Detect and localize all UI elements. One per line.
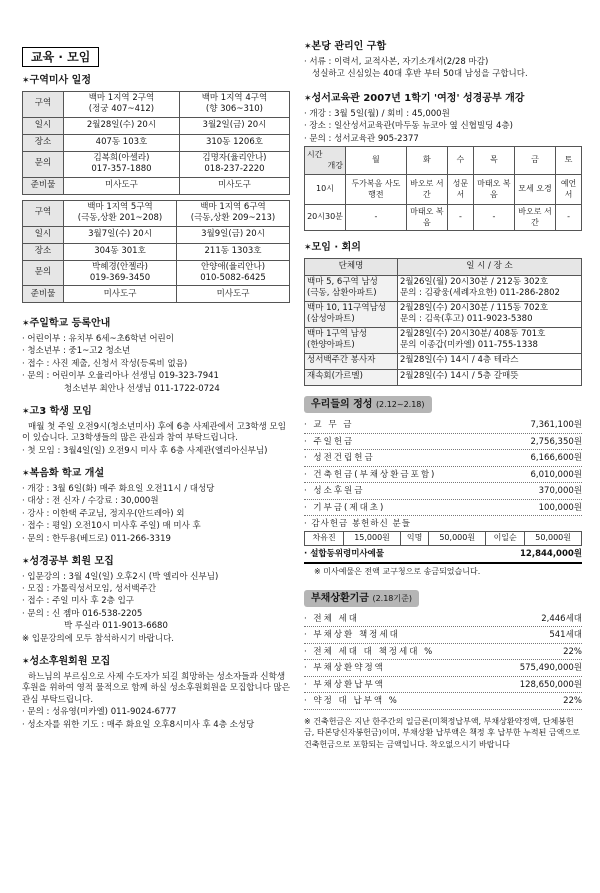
cell: 3월7일(수) 20시 [64, 226, 177, 243]
cell: 두가복음 사도행전 [346, 175, 407, 205]
sunday-heading: ✶ 주일학교 등록안내 [22, 317, 290, 331]
offering-title: 우리들의 정성 (2.12~2.18) [304, 396, 432, 414]
cell: 20시30분 [305, 205, 346, 231]
text-line: · 문의 : 한두용(베드로) 011-266-3319 [22, 533, 171, 544]
cell: - [556, 205, 582, 231]
text-line: · 모집 : 가톨릭성서모임, 성서백주간 [22, 584, 157, 594]
text-line: · 어린이부 : 유치부 6세~초6학년 어린이 [22, 333, 174, 344]
mass-table-1 [22, 91, 290, 195]
text-line: · 강사 : 이한택 주교님, 정지우(안드레아) 외 [22, 508, 185, 519]
bible-heading: ✶ 성경공부 회원 모집 [22, 555, 290, 569]
text-line: · 문의 : 신 젬마 016-538-2205 [22, 608, 143, 619]
cell: 단체명 [305, 258, 398, 275]
study-schedule-table [304, 146, 582, 231]
debt-title: 부채상환기금 (2.18기준) [304, 590, 419, 608]
cell: 3월2일(금) 20시 [179, 117, 289, 134]
right-column [304, 0, 582, 751]
cell: - [473, 205, 514, 231]
cell: 월 [346, 147, 407, 175]
cell: 50,000원 [429, 532, 486, 546]
debt-row: · 전체 세대 2,446세대 [304, 614, 582, 627]
cell: 목 [473, 147, 514, 175]
debt-note: ※ 건축헌금은 지난 한주간의 일금론(미책정납부액, 부채상환약정액, 단체봉헌금, 타본당신자봉헌금)이며, 부채상환 납부액은 책정 후 납부한 누적된 금액으로 건축헌금으로 포함되는 금액입니다. 착오없으시기 바랍니다 [304, 716, 580, 749]
cell: 3월9일(금) 20시 [177, 226, 290, 243]
cell: 준비물 [23, 177, 64, 194]
cell: 310동 1206호 [179, 134, 289, 151]
cell: 마태오 복음 [473, 175, 514, 205]
debt-row: · 부채상환약정액 575,490,000원 [304, 663, 582, 676]
mass-table-2 [22, 200, 290, 304]
cell: 2월28일(수) 20시 [64, 117, 180, 134]
text-line: 청소년부 최안나 선생님 011-1722-0724 [64, 383, 220, 394]
cell: 304동 301호 [64, 243, 177, 260]
text-line: · 개강 : 3월 6일(화) 매주 화요일 오전11시 / 대성당 [22, 483, 215, 494]
text-line: ※ 입문강의에 모두 참석하시기 바랍니다. [22, 633, 175, 644]
offering-row: · 교 무 금 7,361,100원 [304, 420, 582, 433]
cell: 미사도구 [64, 177, 180, 194]
left-column [22, 0, 290, 732]
offering-row-total: · 설합동위령미사예물 12,844,000원 [304, 549, 582, 563]
cell: 안양애(율리안나) 010-5082-6425 [177, 260, 290, 286]
text-line: · 문의 : 성서교육관 905-2377 [304, 133, 419, 144]
text-line: · 서류 : 이력서, 교적사본, 자기소개서(2/28 마감) [304, 56, 489, 67]
text-line: · 접수 : 평일) 오전10시 미사후 주일) 매 미사 후 [22, 521, 201, 532]
cell: 성문서 [447, 175, 473, 205]
text-line: 성실하고 신심있는 40대 후반 부터 50대 남성을 구합니다. [312, 68, 528, 79]
cell: - [346, 205, 407, 231]
debt-row: · 부채상환납부액 128,650,000원 [304, 680, 582, 693]
paragraph: 매월 첫 주일 오전9시(청소년미사) 후에 6층 사제관에서 고3학생 모임이 있습니다. 고3학생들의 많은 관심과 참여 부탁드립니다. [22, 421, 286, 444]
cell: 바오로 서간 [514, 205, 555, 231]
text-line: · 장소 : 일산성서교육관(마두동 뉴코아 옆 신협빌딩 4층) [304, 121, 513, 132]
cell: 금 [514, 147, 555, 175]
cell: 구역 [23, 91, 64, 117]
study-heading: ✶ 성서교육관 2007년 1학기 '여정' 성경공부 개강 [304, 92, 582, 106]
meeting-table [304, 258, 582, 386]
offering-row: · 성전건립헌금 6,166,600원 [304, 453, 582, 466]
offering-row: · 기부금(제대초) 100,000원 [304, 503, 582, 516]
vocation-heading: ✶ 성소후원회원 모집 [22, 655, 290, 669]
cell: 김복희(아셀라) 017-357-1880 [64, 151, 180, 177]
cell: 바오로 서간 [406, 175, 447, 205]
debt-row: · 부채상환 책정세대 541세대 [304, 630, 582, 643]
offering-row: · 건축헌금(부채상환금포함) 6,010,000원 [304, 470, 582, 483]
offering-note: ※ 미사예물은 전액 교구청으로 송금되었습니다. [314, 566, 481, 576]
cell: 토 [556, 147, 582, 175]
meeting-heading: ✶ 모임 · 회의 [304, 241, 582, 255]
cell: 10시 [305, 175, 346, 205]
cell: 성서백주간 봉사자 [305, 353, 398, 369]
cell: 일 시 / 장 소 [398, 258, 582, 275]
cell: 모세 오경 [514, 175, 555, 205]
cell: 문의 [23, 151, 64, 177]
offering-row: · 성소후원금 370,000원 [304, 486, 582, 499]
cell: 2월26일(월) 20시30분 / 212동 302호 문의 : 김광웅(세례자요한) 011-286-2802 [398, 275, 582, 301]
offering-row: · 주일헌금 2,756,350원 [304, 437, 582, 450]
debt-row: · 약정 대 납부액 % 22% [304, 696, 582, 709]
cell: 15,000원 [344, 532, 401, 546]
text-line: · 문의 : 어린이부 오율리아나 선생님 019-323-7941 [22, 371, 219, 382]
cell: 재속회(가르멜) [305, 369, 398, 385]
cell: 준비물 [23, 286, 64, 303]
cell: 일시 [23, 226, 64, 243]
text-line: · 감사헌금 봉헌하신 분들 [304, 518, 411, 529]
paragraph: 하느님의 부르심으로 사제 수도자가 되길 희망하는 성소자들과 신학생 후원을 위하여 영적 물적으로 함께 하실 성소후원회원을 모집합니다 많은 관심 부탁드립니다. [22, 671, 290, 705]
section-title: 교육 · 모임 [22, 47, 99, 67]
cell: 백마 1지역 4구역 (향 306~310) [179, 91, 289, 117]
gospel-heading: ✶ 복음화 학교 개설 [22, 467, 290, 481]
cell: 2월28일(수) 14시 / 4층 테라스 [398, 353, 582, 369]
cell: 407동 103호 [64, 134, 180, 151]
cell: 2월28일(수) 20시30분/ 408동 701호 문의 이종갑(미카엘) 011-755-1338 [398, 327, 582, 353]
cell: 50,000원 [525, 532, 582, 546]
cell: 시간 개강 [305, 147, 346, 175]
cell: 백마 1지역 2구역 (정궁 407~412) [64, 91, 180, 117]
cell: 백마 1구역 남성 (한양아파트) [305, 327, 398, 353]
text-line: · 접수 : 주일 미사 후 2층 입구 [22, 596, 134, 607]
text-line: · 청소년부 : 중1~고2 청소년 [22, 346, 131, 357]
cell: 백마 5, 6구역 남성 (극동, 삼환아파트) [305, 275, 398, 301]
cell: 익명 [400, 532, 428, 546]
cell: 미사도구 [179, 177, 289, 194]
thanks-table [304, 531, 582, 546]
cell: 미사도구 [177, 286, 290, 303]
cell: 2월28일(수) 14시 / 5층 갈매뜻 [398, 369, 582, 385]
text-line: · 첫 모임 : 3월4일(일) 오전9시 미사 후 6층 사제관(엘리아신부님) [22, 445, 268, 456]
cell: 수 [447, 147, 473, 175]
cell: - [447, 205, 473, 231]
cell: 일시 [23, 117, 64, 134]
cell: 마태오 복음 [406, 205, 447, 231]
cell: 이일순 [486, 532, 525, 546]
cell: 화 [406, 147, 447, 175]
text-line: 박 루실라 011-9013-6680 [64, 621, 168, 632]
text-line: · 대상 : 전 신자 / 수강료 : 30,000원 [22, 496, 159, 507]
g3-heading: ✶ 고3 학생 모임 [22, 405, 290, 419]
debt-row: · 전체 세대 대 책정세대 % 22% [304, 647, 582, 660]
text-line: · 개강 : 3월 5일(월) / 회비 : 45,000원 [304, 108, 450, 119]
cell: 박혜경(안젤라) 019-369-3450 [64, 260, 177, 286]
text-line: · 접수 : 사진 제출, 신청서 작성(등록비 없음) [22, 358, 188, 369]
cell: 장소 [23, 243, 64, 260]
cell: 장소 [23, 134, 64, 151]
cell: 김명자(율리안나) 018-237-2220 [179, 151, 289, 177]
cell: 백마 1지역 5구역 (극동,상환 201~208) [64, 200, 177, 226]
text-line: · 성소자를 위한 기도 : 매주 화요일 오후8시미사 후 4층 소성당 [22, 719, 255, 730]
text-line: · 문의 : 성유영(미카엘) 011-9024-6777 [22, 707, 177, 718]
cell: 백마 1지역 6구역 (극동,상환 209~213) [177, 200, 290, 226]
cell: 백마 10, 11구역남성 (삼성아파트) [305, 301, 398, 327]
cell: 예언서 [556, 175, 582, 205]
text-line: · 입문강의 : 3월 4일(일) 오후2시 (박 엘리아 신부님) [22, 571, 219, 582]
cell: 2월28일(수) 20시30분 / 115동 702호 문의 : 김욱(후고) 011-9023-5380 [398, 301, 582, 327]
cell: 차유진 [305, 532, 344, 546]
cell: 미사도구 [64, 286, 177, 303]
mass-heading: ✶ 구역미사 일정 [22, 74, 290, 88]
cell: 211동 1303호 [177, 243, 290, 260]
recruit-heading: ✶ 본당 관리인 구함 [304, 40, 582, 54]
cell: 문의 [23, 260, 64, 286]
cell: 구역 [23, 200, 64, 226]
